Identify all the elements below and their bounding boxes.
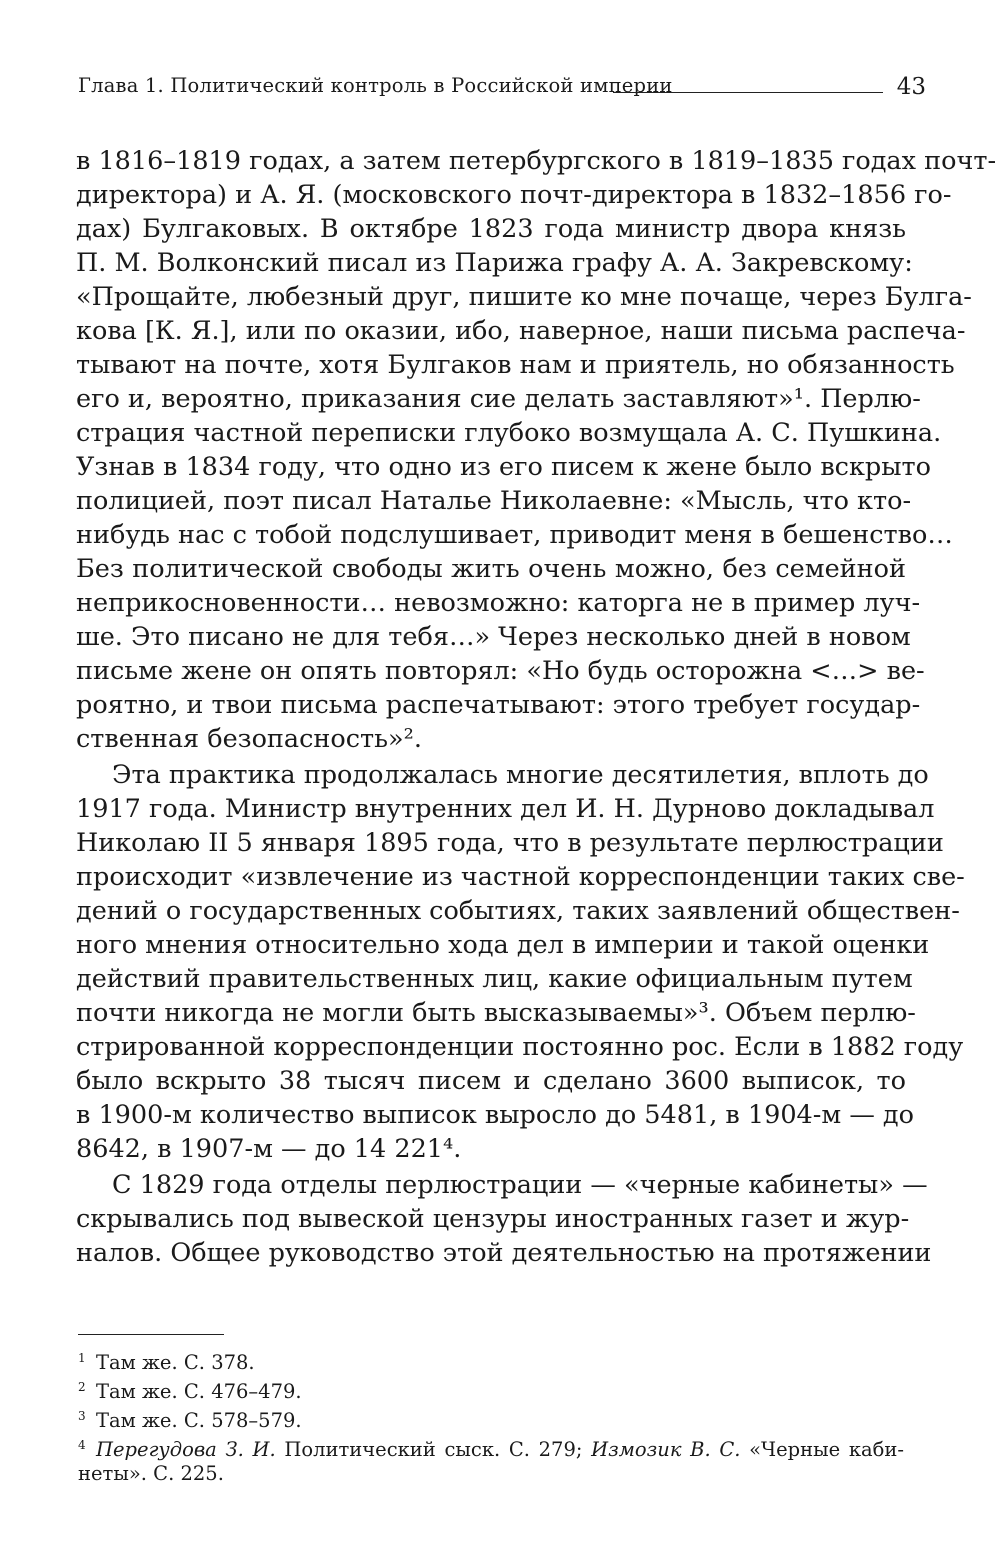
footnote-author: Измозик В. С.: [591, 1438, 741, 1461]
paragraph-first-line: Эта практика продолжалась многие десятилетия, вплоть до: [112, 760, 929, 790]
footnote-mark: 3: [78, 1409, 86, 1423]
body-line: письме жене он опять повторял: «Но будь осторожна <…> ве-: [76, 656, 925, 686]
body-line: страция частной переписки глубоко возмущала А. С. Пушкина.: [76, 418, 942, 448]
footnote-continuation: неты». С. 225.: [78, 1462, 224, 1485]
body-line: происходит «извлечение из частной корреспонденции таких све-: [76, 862, 965, 892]
footnote-text: Там же. С. 578–579.: [96, 1409, 302, 1432]
footnote: [78, 1373, 302, 1401]
body-line: почти никогда не могли быть высказываемы»³. Объем перлю-: [76, 998, 916, 1028]
body-line: дений о государственных событиях, таких заявлений обществен-: [76, 896, 960, 926]
body-line: Узнав в 1834 году, что одно из его писем к жене было вскрыто: [76, 452, 931, 482]
body-line: полицией, поэт писал Наталье Николаевне: «Мысль, что кто-: [76, 486, 912, 516]
body-line: стрированной корреспонденции постоянно рос. Если в 1882 году: [76, 1032, 964, 1062]
body-line: в 1816–1819 годах, а затем петербургского в 1819–1835 годах почт-: [76, 146, 997, 176]
body-line: неприкосновенности… невозможно: каторга не в пример луч-: [76, 588, 921, 618]
footnote-mark: 1: [78, 1351, 86, 1365]
header-rule: [613, 92, 883, 93]
body-line: Без политической свободы жить очень можно, без семейной: [76, 554, 906, 584]
paragraph-first-line: С 1829 года отделы перлюстрации — «черные кабинеты» —: [112, 1170, 928, 1200]
body-line: директора) и А. Я. (московского почт-директора в 1832–1856 го-: [76, 180, 952, 210]
body-line: П. М. Волконский писал из Парижа графу А. А. Закревскому:: [76, 248, 913, 278]
body-line: «Прощайте, любезный друг, пишите ко мне почаще, через Булга-: [76, 282, 972, 312]
body-line: нибудь нас с тобой подслушивает, приводит меня в бешенство…: [76, 520, 953, 550]
footnote-rule: [78, 1334, 224, 1335]
footnote-text: Там же. С. 378.: [96, 1351, 255, 1374]
footnote-mark: 4: [78, 1438, 86, 1452]
footnote: [78, 1402, 302, 1430]
running-title: Глава 1. Политический контроль в Российской империи: [78, 74, 673, 97]
body-line: действий правительственных лиц, какие официальным путем: [76, 964, 913, 994]
footnote-text: «Черные каби-: [740, 1438, 904, 1461]
body-line: тывают на почте, хотя Булгаков нам и приятель, но обязанность: [76, 350, 955, 380]
body-line: 8642, в 1907-м — до 14 221⁴.: [76, 1134, 462, 1164]
body-line: кова [К. Я.], или по оказии, ибо, наверное, наши письма распеча-: [76, 316, 966, 346]
body-line: ше. Это писано не для тебя…» Через несколько дней в новом: [76, 622, 911, 652]
body-line: ственная безопасность»².: [76, 724, 422, 754]
footnote-text: Политический сыск. С. 279;: [275, 1438, 592, 1461]
page-number: 43: [896, 74, 926, 100]
footnote: [78, 1431, 904, 1459]
body-line: его и, вероятно, приказания сие делать заставляют»¹. Перлю-: [76, 384, 921, 414]
body-line: скрывались под вывеской цензуры иностранных газет и жур-: [76, 1204, 910, 1234]
body-line: 1917 года. Министр внутренних дел И. Н. Дурново докладывал: [76, 794, 935, 824]
running-head: [78, 72, 926, 104]
footnote-text: Там же. С. 476–479.: [96, 1380, 302, 1403]
body-line: Николаю II 5 января 1895 года, что в результате перлюстрации: [76, 828, 944, 858]
body-line: роятно, и твои письма распечатывают: этого требует государ-: [76, 690, 921, 720]
body-line: было вскрыто 38 тысяч писем и сделано 3600 выписок, то: [76, 1066, 906, 1096]
body-line: налов. Общее руководство этой деятельностью на протяжении: [76, 1238, 932, 1268]
footnote-author: Перегудова З. И.: [96, 1438, 276, 1461]
body-line: ного мнения относительно хода дел в империи и такой оценки: [76, 930, 930, 960]
body-line: дах) Булгаковых. В октябре 1823 года министр двора князь: [76, 214, 906, 244]
body-line: в 1900-м количество выписок выросло до 5481, в 1904-м — до: [76, 1100, 914, 1130]
footnote-mark: 2: [78, 1380, 86, 1394]
footnote: [78, 1344, 255, 1372]
